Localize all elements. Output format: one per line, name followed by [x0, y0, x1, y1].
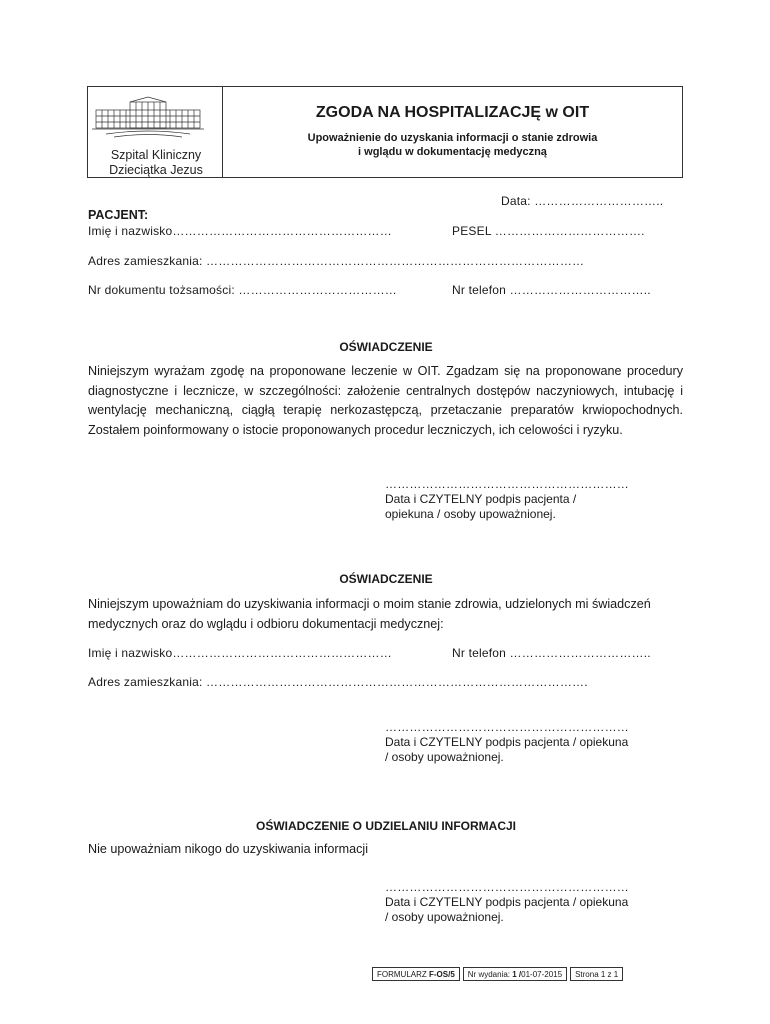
authorization-signature-caption-2: / osoby upoważnionej. — [385, 750, 504, 764]
consent-signature-caption-1: Data i CZYTELNY podpis pacjenta / — [385, 492, 577, 506]
subtitle-line1: Upoważnienie do uzyskania informacji o stanie zdrowia — [307, 132, 598, 144]
authorized-person-phone-field[interactable]: Nr telefon …………………………….. — [452, 646, 651, 660]
hospital-name-line2: Dzieciątka Jezus — [109, 163, 203, 177]
authorized-person-name-field[interactable]: Imię i nazwisko……………………………………………… — [88, 646, 392, 660]
no-authorization-signature-caption-1: Data i CZYTELNY podpis pacjenta / opiekuna — [385, 895, 629, 909]
patient-pesel-field[interactable]: PESEL ………………………………. — [452, 224, 645, 238]
no-authorization-signature-block — [385, 880, 629, 925]
no-authorization-signature-caption-2: / osoby upoważnionej. — [385, 910, 504, 924]
edition-prefix: Nr wydania: — [467, 970, 513, 979]
patient-heading: PACJENT: — [88, 208, 149, 222]
hospital-building-icon — [92, 96, 204, 138]
patient-name-field[interactable]: Imię i nazwisko……………………………………………… — [88, 224, 392, 238]
date-field[interactable]: Data: ………………………….. — [501, 194, 664, 208]
edition-date: 01-07-2015 — [521, 970, 563, 979]
patient-id-document-field[interactable]: Nr dokumentu tożsamości: ………………………………… — [88, 283, 397, 297]
form-code-cell — [372, 967, 460, 981]
form-footer — [372, 967, 626, 981]
edition-cell — [463, 967, 567, 981]
patient-phone-field[interactable]: Nr telefon …………………………….. — [452, 283, 651, 297]
authorization-statement: Niniejszym upoważniam do uzyskiwania informacji o moim stanie zdrowia, udzielonych mi świadczeń medycznych oraz do wglądu i odbioru dokumentacji medycznej: — [88, 597, 651, 631]
authorization-signature-line[interactable]: …………………………………………………… — [385, 720, 629, 734]
no-authorization-statement: Nie upoważniam nikogo do uzyskiwania informacji — [88, 842, 368, 856]
no-authorization-heading: OŚWIADCZENIE O UDZIELANIU INFORMACJI — [256, 819, 516, 833]
consent-signature-line[interactable]: …………………………………………………… — [385, 477, 629, 491]
authorized-person-address-field[interactable]: Adres zamieszkania: …………………………………………………………………………………. — [88, 675, 588, 689]
page-number-cell: Strona 1 z 1 — [570, 967, 623, 981]
consent-statement: Niniejszym wyrażam zgodę na proponowane leczenie w OIT. Zgadzam się na proponowane procedury diagnostyczne i lecznicze, w szczególności: założenie centralnych dostępów naczyniowych, intubację i wentylację mechaniczną, ciągłą terapię nerkozastępczą, przetaczanie preparatów krwiopochodnych. Zostałem poinformowany o istocie proponowanych procedur leczniczych, ich celowości i ryzyku. — [88, 364, 683, 437]
document-subtitle — [222, 131, 683, 159]
hospital-name-line1: Szpital Kliniczny — [110, 148, 202, 162]
hospital-name — [98, 148, 214, 178]
consent-signature-caption-2: opiekuna / osoby upoważnionej. — [385, 507, 556, 521]
patient-address-field[interactable]: Adres zamieszkania: ………………………………………………………………………………… — [88, 254, 585, 268]
form-code-prefix: FORMULARZ — [377, 970, 429, 979]
subtitle-line2: i wglądu w dokumentację medyczną — [358, 146, 547, 158]
no-authorization-signature-line[interactable]: …………………………………………………… — [385, 880, 629, 894]
authorization-signature-block — [385, 720, 629, 765]
edition-number: 1 / — [512, 970, 522, 979]
authorization-heading: OŚWIADCZENIE — [339, 572, 433, 586]
authorization-signature-caption-1: Data i CZYTELNY podpis pacjenta / opiekuna — [385, 735, 629, 749]
consent-heading: OŚWIADCZENIE — [339, 340, 433, 354]
consent-signature-block — [385, 477, 629, 522]
form-code: F-OS/5 — [429, 970, 455, 979]
document-title: ZGODA NA HOSPITALIZACJĘ w OIT — [315, 104, 590, 121]
